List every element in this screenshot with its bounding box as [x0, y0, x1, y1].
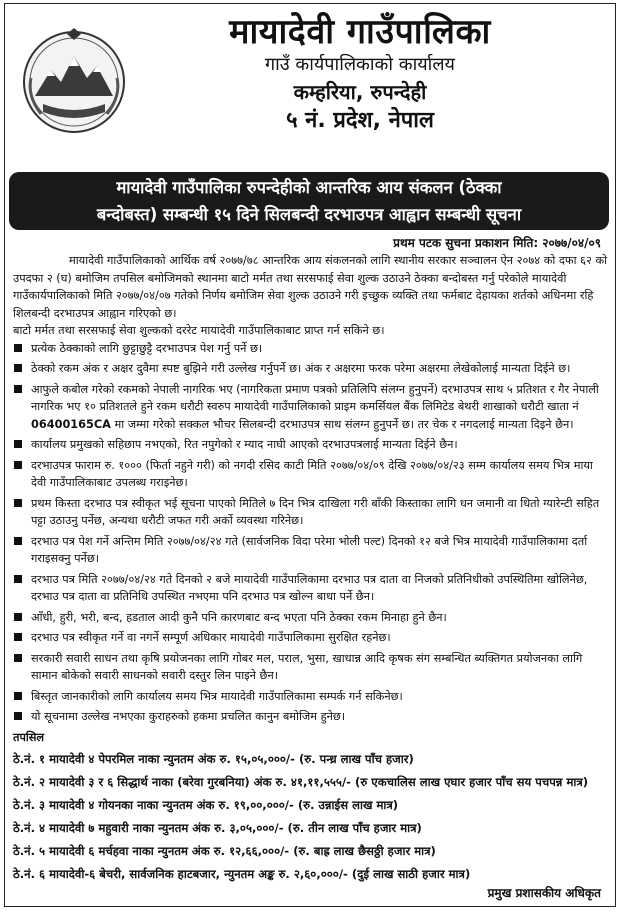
- schedule-row: ठे.नं. ५ मायादेवी ६ मर्चहवा नाका न्युनतम अंक रु. १२,६६,०००/- (रु. बाह्र लाख छैसठ्ठी हजार मात्र): [13, 844, 436, 858]
- condition-item: ठेक्को रकम अंक र अक्षर दुवैमा स्पष्ट बुझिने गरी उल्लेख गर्नुपर्ने छ। अंक र अक्षरमा फरक परेमा अक्षरमा लेखेकोलाई मान्यता दिईने छ।: [13, 360, 609, 378]
- notice-body: [13, 252, 609, 886]
- bullet-square-icon: [14, 385, 22, 393]
- condition-item: आँधी, हुरी, भरी, बन्द, हडताल आदी कुनै पनि कारणबाट बन्द भएता पनि ठेक्का रकम मिनाहा हुने छैन।: [13, 609, 609, 627]
- bullet-square-icon: [14, 633, 22, 641]
- schedule-row: ठे.नं. ४ मायादेवी ७ महुवारी नाका न्युनतम अंक रु. ३,०५,०००/- (रु. तीन लाख पाँच हजार मात्र): [13, 821, 422, 835]
- bullet-square-icon: [14, 440, 22, 448]
- notice-header: [5, 4, 615, 172]
- schedule-row: ठे.नं. ३ मायादेवी ४ गोयनका नाका न्युनतम अंक रु. १९,००,०००/- (रु. उन्नाईस लाख मात्र): [13, 798, 399, 812]
- schedule-row: ठे.नं. ६ मायादेवी-६ बेचरी, सार्वजनिक हाटबजार, न्युनतम अङ्क रु. २,६०,०००/- (दुई लाख साठी हजार मात्र): [13, 867, 471, 881]
- notice-title-banner: [9, 172, 609, 230]
- condition-item: प्रथम किस्ता दरभाउ पत्र स्वीकृत भई सूचना पाएको मितिले ७ दिन भित्र दाखिला गरी बाँकी किस्ताका लागि धन जमानी वा धितो ग्यारेन्टी सहित पट्टा उठाउनु पर्नेछ, अन्यथा धरौटी जफत गरी अर्को व्यवस्था गरिनेछ।: [13, 495, 609, 530]
- bullet-square-icon: [14, 712, 22, 720]
- bullet-square-icon: [14, 692, 22, 700]
- conditions-list: [13, 340, 609, 726]
- publication-date: प्रथम पटक सुचना प्रकाशन मिति: २०७७/०४/०९: [393, 236, 601, 250]
- bullet-square-icon: [14, 461, 22, 469]
- condition-item: बिस्तृत जानकारीको लागि कार्यालय समय भित्र मायादेवी गाउँपालिकामा सम्पर्क गर्न सकिनेछ।: [13, 688, 609, 706]
- nepal-emblem-icon: [21, 26, 127, 136]
- bullet-square-icon: [14, 654, 22, 662]
- condition-item: सरकारी सवारी साधन तथा कृषि प्रयोजनका लागि गोबर मल, पराल, भुसा, खाधान्न आदि कृषक संग सम्बन्धित ब्यक्तिगत प्रयोजनका लागि सामान बोकेको सवारी साधनको सवारी दस्तुर लिन पाइने छैन।: [13, 650, 609, 685]
- office-name: गाउँ कार्यपालिकाको कार्यालय: [265, 54, 455, 75]
- bullet-square-icon: [14, 537, 22, 545]
- bullet-square-icon: [14, 575, 22, 583]
- banner-line-1: मायादेवी गाउँपालिका रुपन्देहीको आन्तरिक आय संकलन (ठेक्का: [116, 178, 502, 197]
- office-place: कम्हरिया, रुपन्देही: [293, 80, 427, 104]
- condition-item: आफुले कबोल गरेको रकमको नेपाली नागरिक भए (नागरिकता प्रमाण पत्रको प्रतिलिपि संलग्न हुनुपर्ने) दरभाउपत्र साथ ५ प्रतिशत र गैर नेपाली नागरिक भए १० प्रतिशतले हुने रकम धरौटी स्वरुप मायादेवी गाउँपालिकाको प्राइम कमर्सियल बैंक लिमिटेड बेथरी शाखाको धरौटी खाता नं 06400165CA मा जम्मा गरेको सक्कल भौचर सिलबन्दी दरभाउपत्र साथ संलग्न हुनुपर्ने छ। तर चेक र नगदलाई मान्यता दिइने छैन।: [13, 381, 609, 434]
- condition-item: यो सूचनामा उल्लेख नभएका कुराहरुको हकमा प्रचलित कानुन बमोजिम हुनेछ।: [13, 708, 609, 726]
- condition-item: प्रत्येक ठेक्काको लागि छुट्टाछुट्टै दरभाउपत्र पेश गर्नु पर्ने छ।: [13, 340, 609, 358]
- account-number: 06400165CA: [31, 417, 111, 431]
- header-lines: [135, 12, 585, 136]
- schedule-row: ठे.नं. २ मायादेवी ३ र ६ सिद्धार्थ नाका (बरेवा गुरबनिया) अंक रु. ४१,११,५५५/- (रु एकचालिस लाख एघार हजार पाँच सय पचपन्न मात्र): [13, 775, 589, 789]
- rate-note: बाटो मर्मत तथा सरसफाई सेवा शुल्कको दररेट मायादेवी गाउँपालिकाबाट प्राप्त गर्न सकिने छ।: [13, 324, 385, 337]
- bullet-square-icon: [14, 364, 22, 372]
- condition-item: कार्यालय प्रमुखको सहिछाप नभएको, रित नपुगेको र म्याद नाघी आएको दरभाउपत्रलाई मान्यता दिईने छैन।: [13, 436, 609, 454]
- condition-item: दरभाउ पत्र स्वीकृत गर्ने वा नगर्ने सम्पूर्ण अधिकार मायादेवी गाउँपालिकामा सुरक्षित रहनेछ।: [13, 629, 609, 647]
- schedule-row: ठे.नं. १ मायादेवी ४ पेपरमिल नाका न्युनतम अंक रु. १५,०५,०००/- (रु. पन्ध्र लाख पाँच हजार): [13, 752, 414, 766]
- notice-page: [4, 3, 616, 907]
- schedule-title: तपसिल: [13, 730, 45, 744]
- condition-item: दरभाउ पत्र पेश गर्ने अन्तिम मिति २०७७/०४/२४ गते (सार्वजनिक विदा परेमा भोली पल्ट) दिनको १२ बजे भित्र मायादेवी गाउँपालिकामा दर्ता गराइसक्नु पर्नेछ।: [13, 533, 609, 568]
- bullet-square-icon: [14, 613, 22, 621]
- banner-line-2: बन्दोबस्त) सम्बन्धी १५ दिने सिलबन्दी दरभाउपत्र आह्वान सम्बन्धी सूचना: [96, 205, 522, 224]
- condition-item: दरभाउपत्र फाराम रु. १००० (फिर्ता नहुने गरी) को नगदी रसिद काटी मिति २०७७/०४/०९ देखि २०७७/०४/२३ सम्म कार्यालय समय भित्र माया देवी गाउँपालिकाबाट उपलब्ध गराइनेछ।: [13, 457, 609, 492]
- signature-title: प्रमुख प्रशासकीय अधिकृत: [487, 886, 601, 900]
- intro-paragraph: मायादेवी गाउँपालिकाको आर्थिक वर्ष २०७७/७८ आन्तरिक आय संकलनको लागि स्थानीय सरकार सञ्चालन ऐन २०७४ को दफा ६२ को उपदफा २ (घ) बमोजिम तपसिल बमोजिमको स्थानमा बाटो मर्मत तथा सरसफाई सेवा शुल्क उठाउने ठेक्का बन्दोबस्त गर्नु परेकोले मायादेवी गाउँकार्यपालिकाको मिति २०७७/०४/०७ गतेको निर्णय बमोजिम सेवा शुल्क उठाउने गरी इच्छुक व्यक्ति तथा फर्मबाट देहायका शर्तको अधिनमा रहि शिलबन्दी दरभाउपत्र आह्वान गरिएको छ।: [13, 254, 608, 320]
- bullet-square-icon: [14, 499, 22, 507]
- bullet-square-icon: [14, 344, 22, 352]
- province: ५ नं. प्रदेश, नेपाल: [286, 108, 434, 133]
- schedule-list: [13, 748, 609, 886]
- condition-item: दरभाउ पत्र मिति २०७७/०४/२४ गते दिनको २ बजे मायादेवी गाउँपालिकामा दरभाउ पत्र दाता वा निजको प्रतिनिधीको उपस्थितिमा खोलिनेछ, दरभाउ पत्र दाता वा प्रतिनिधि उपस्थित नभएमा पनि दरभाउ पत्र खोल्न बाधा पर्ने छैन।: [13, 571, 609, 606]
- org-name: मायादेवी गाउँपालिका: [229, 12, 491, 52]
